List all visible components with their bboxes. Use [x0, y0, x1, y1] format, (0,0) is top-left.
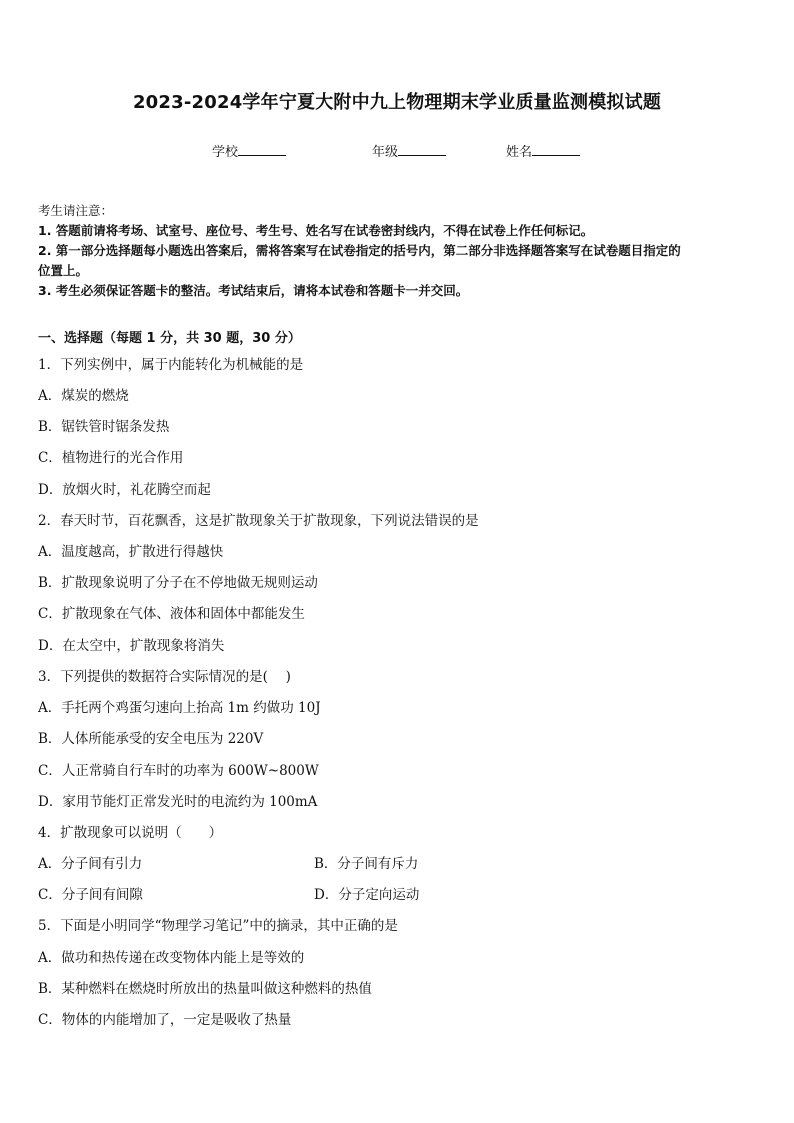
- grade-label: 年级: [372, 145, 399, 160]
- q2-option-c: C．扩散现象在气体、液体和固体中都能发生: [38, 606, 305, 622]
- q3-option-b: B．人体所能承受的安全电压为 220V: [38, 731, 264, 747]
- school-blank[interactable]: [238, 143, 286, 156]
- q5-stem: 5．下面是小明同学“物理学习笔记”中的摘录，其中正确的是: [38, 918, 398, 934]
- school-label: 学校: [212, 145, 239, 160]
- name-label: 姓名: [506, 145, 533, 160]
- q3-option-d: D．家用节能灯正常发光时的电流约为 100mA: [38, 794, 318, 810]
- q4-option-a: A．分子间有引力: [38, 856, 143, 872]
- notice-item-2b: 位置上。: [38, 263, 89, 278]
- notice-item-1: 1. 答题前请将考场、试室号、座位号、考生号、姓名写在试卷密封线内，不得在试卷上作任何标记。: [38, 223, 594, 238]
- q2-option-a: A．温度越高，扩散进行得越快: [38, 544, 224, 560]
- q2-option-d: D．在太空中，扩散现象将消失: [38, 638, 225, 654]
- notice-block: [38, 201, 760, 301]
- q4-stem: 4．扩散现象可以说明（ ）: [38, 825, 223, 841]
- q4-option-c: C．分子间有间隙: [38, 887, 143, 903]
- q4-option-d: D．分子定向运动: [314, 887, 420, 903]
- section-title: 一、选择题（每题 1 分，共 30 题，30 分）: [38, 331, 301, 346]
- q5-option-c: C．物体的内能增加了，一定是吸收了热量: [38, 1012, 292, 1028]
- notice-item-2a: 2. 第一部分选择题每小题选出答案后，需将答案写在试卷指定的括号内，第二部分非选择题答案写在试卷题目指定的: [38, 243, 681, 258]
- q4-option-b: B．分子间有斥力: [314, 856, 419, 872]
- q2-stem: 2．春天时节，百花飘香，这是扩散现象关于扩散现象，下列说法错误的是: [38, 513, 479, 529]
- q1-option-d: D．放烟火时，礼花腾空而起: [38, 482, 211, 498]
- q2-option-b: B．扩散现象说明了分子在不停地做无规则运动: [38, 575, 318, 591]
- grade-field: [372, 141, 446, 160]
- q1-option-c: C．植物进行的光合作用: [38, 450, 184, 466]
- q3-option-a: A．手托两个鸡蛋匀速向上抬高 1m 约做功 10J: [38, 700, 321, 716]
- q1-stem: 1．下列实例中，属于内能转化为机械能的是: [38, 357, 304, 373]
- name-field: [506, 141, 580, 160]
- exam-title: 2023-2024学年宁夏大附中九上物理期末学业质量监测模拟试题: [132, 92, 662, 113]
- q3-stem: 3．下列提供的数据符合实际情况的是( ): [38, 669, 291, 685]
- school-field: [212, 141, 286, 160]
- q3-option-c: C．人正常骑自行车时的功率为 600W~800W: [38, 763, 319, 779]
- q5-option-a: A．做功和热传递在改变物体内能上是等效的: [38, 950, 305, 966]
- notice-heading: 考生请注意：: [38, 203, 114, 218]
- q1-option-b: B．锯铁管时锯条发热: [38, 419, 170, 435]
- name-blank[interactable]: [532, 143, 580, 156]
- q5-option-b: B．某种燃料在燃烧时所放出的热量叫做这种燃料的热值: [38, 981, 372, 997]
- q1-option-a: A．煤炭的燃烧: [38, 388, 129, 404]
- notice-item-3: 3. 考生必须保证答题卡的整洁。考试结束后，请将本试卷和答题卡一并交回。: [38, 283, 469, 298]
- grade-blank[interactable]: [398, 143, 446, 156]
